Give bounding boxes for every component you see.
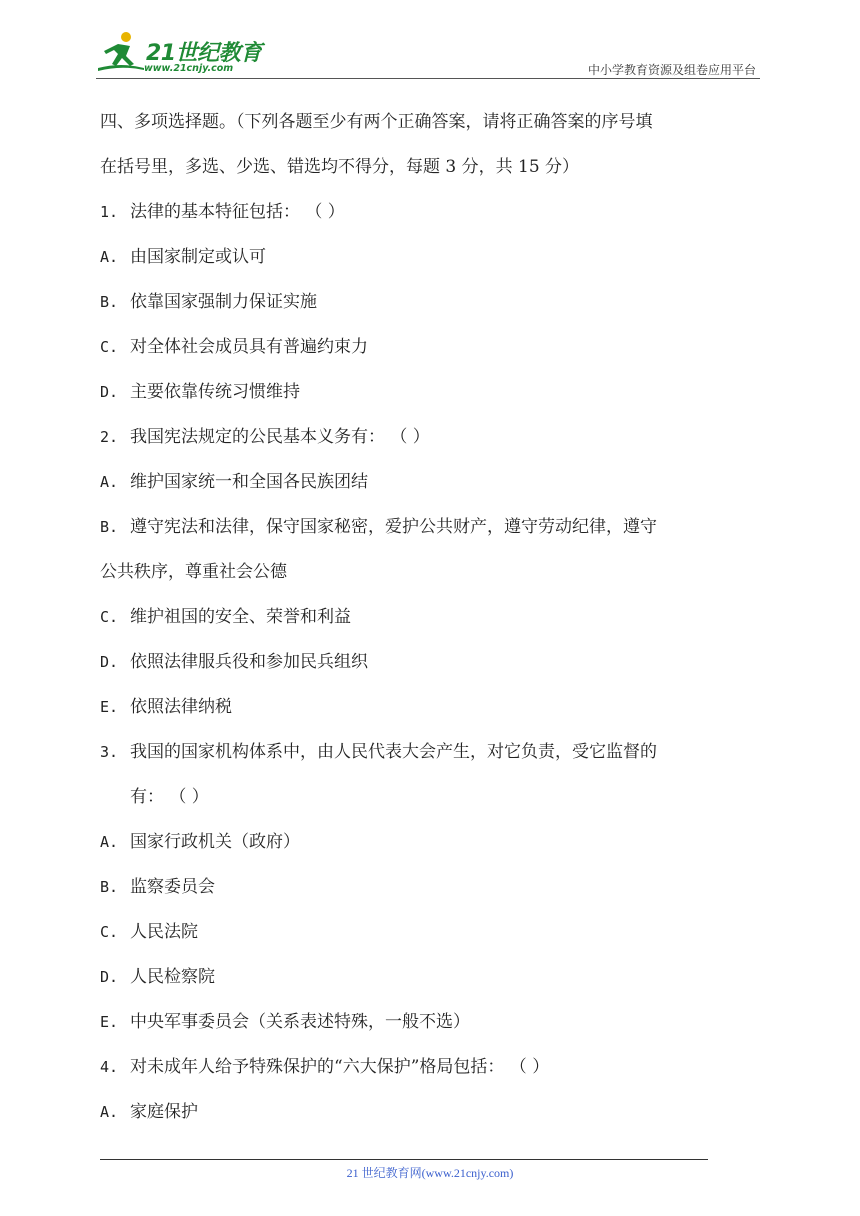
question-2-stem [100, 415, 764, 460]
question-2-option-b [100, 505, 764, 550]
site-logo[interactable] [96, 28, 266, 76]
option-text: 维护国家统一和全国各民族团结 [130, 472, 368, 492]
header-divider [96, 78, 760, 79]
option-text: 依照法律纳税 [130, 697, 232, 717]
question-1-option-b [100, 280, 764, 325]
option-text: 中央军事委员会（关系表述特殊，一般不选） [130, 1012, 470, 1032]
option-letter: E. [100, 698, 119, 716]
option-letter: C. [100, 923, 119, 941]
document-body [100, 100, 764, 1135]
runner-logo-icon [96, 28, 146, 76]
question-4-option-a [100, 1090, 764, 1135]
question-3-stem [100, 730, 764, 775]
option-letter: E. [100, 1013, 119, 1031]
option-text: 人民法院 [130, 922, 198, 942]
option-letter: A. [100, 1103, 119, 1121]
option-letter: C. [100, 608, 119, 626]
site-tagline: 中小学教育资源及组卷应用平台 [587, 63, 756, 77]
section-title-line-2: 在括号里，多选、少选、错选均不得分，每题 3 分，共 15 分） [100, 157, 580, 177]
option-letter: B. [100, 293, 119, 311]
question-1-option-a [100, 235, 764, 280]
option-text: 依靠国家强制力保证实施 [130, 292, 317, 312]
question-1-stem [100, 190, 764, 235]
option-text: 对全体社会成员具有普遍约束力 [130, 337, 368, 357]
question-3-option-b [100, 865, 764, 910]
option-letter: B. [100, 518, 119, 536]
question-4-stem [100, 1045, 764, 1090]
option-text: 维护祖国的安全、荣誉和利益 [130, 607, 351, 627]
question-2-option-c [100, 595, 764, 640]
question-number: 2. [100, 428, 119, 446]
question-2-option-d [100, 640, 764, 685]
footer-link[interactable]: 21 世纪教育网(www.21cnjy.com) [346, 1166, 514, 1180]
option-text: 监察委员会 [130, 877, 215, 897]
option-letter: D. [100, 968, 119, 986]
question-text: 我国的国家机构体系中，由人民代表大会产生，对它负责，受它监督的 [130, 742, 657, 762]
option-text: 遵守宪法和法律，保守国家秘密，爱护公共财产，遵守劳动纪律，遵守 [130, 517, 657, 537]
question-text: 我国宪法规定的公民基本义务有： （ ） [130, 427, 430, 447]
option-text: 主要依靠传统习惯维持 [130, 382, 300, 402]
question-number: 3. [100, 743, 119, 761]
option-letter: A. [100, 473, 119, 491]
option-letter: B. [100, 878, 119, 896]
logo-url: www.21cnjy.com [144, 63, 234, 74]
question-3-option-d [100, 955, 764, 1000]
page-header [96, 28, 760, 80]
option-text: 国家行政机关（政府） [130, 832, 300, 852]
question-3-option-a [100, 820, 764, 865]
option-text: 由国家制定或认可 [130, 247, 266, 267]
question-3-stem-continued: 有： （ ） [130, 787, 209, 807]
question-text: 法律的基本特征包括： （ ） [130, 202, 345, 222]
section-title-line-1: 四、多项选择题。（下列各题至少有两个正确答案，请将正确答案的序号填 [100, 112, 653, 132]
option-text: 人民检察院 [130, 967, 215, 987]
option-letter: D. [100, 653, 119, 671]
option-letter: D. [100, 383, 119, 401]
question-2-option-b-continued: 公共秩序，尊重社会公德 [100, 562, 287, 582]
question-2-option-e [100, 685, 764, 730]
question-text: 对未成年人给予特殊保护的“六大保护”格局包括： （ ） [130, 1057, 550, 1077]
question-2-option-a [100, 460, 764, 505]
question-3-option-e [100, 1000, 764, 1045]
option-letter: C. [100, 338, 119, 356]
question-1-option-d [100, 370, 764, 415]
option-text: 家庭保护 [130, 1102, 198, 1122]
option-letter: A. [100, 833, 119, 851]
question-1-option-c [100, 325, 764, 370]
question-number: 1. [100, 203, 119, 221]
question-3-option-c [100, 910, 764, 955]
logo-name: 21世纪教育 [146, 41, 262, 66]
question-number: 4. [100, 1058, 119, 1076]
option-letter: A. [100, 248, 119, 266]
footer-divider [100, 1159, 708, 1160]
option-text: 依照法律服兵役和参加民兵组织 [130, 652, 368, 672]
